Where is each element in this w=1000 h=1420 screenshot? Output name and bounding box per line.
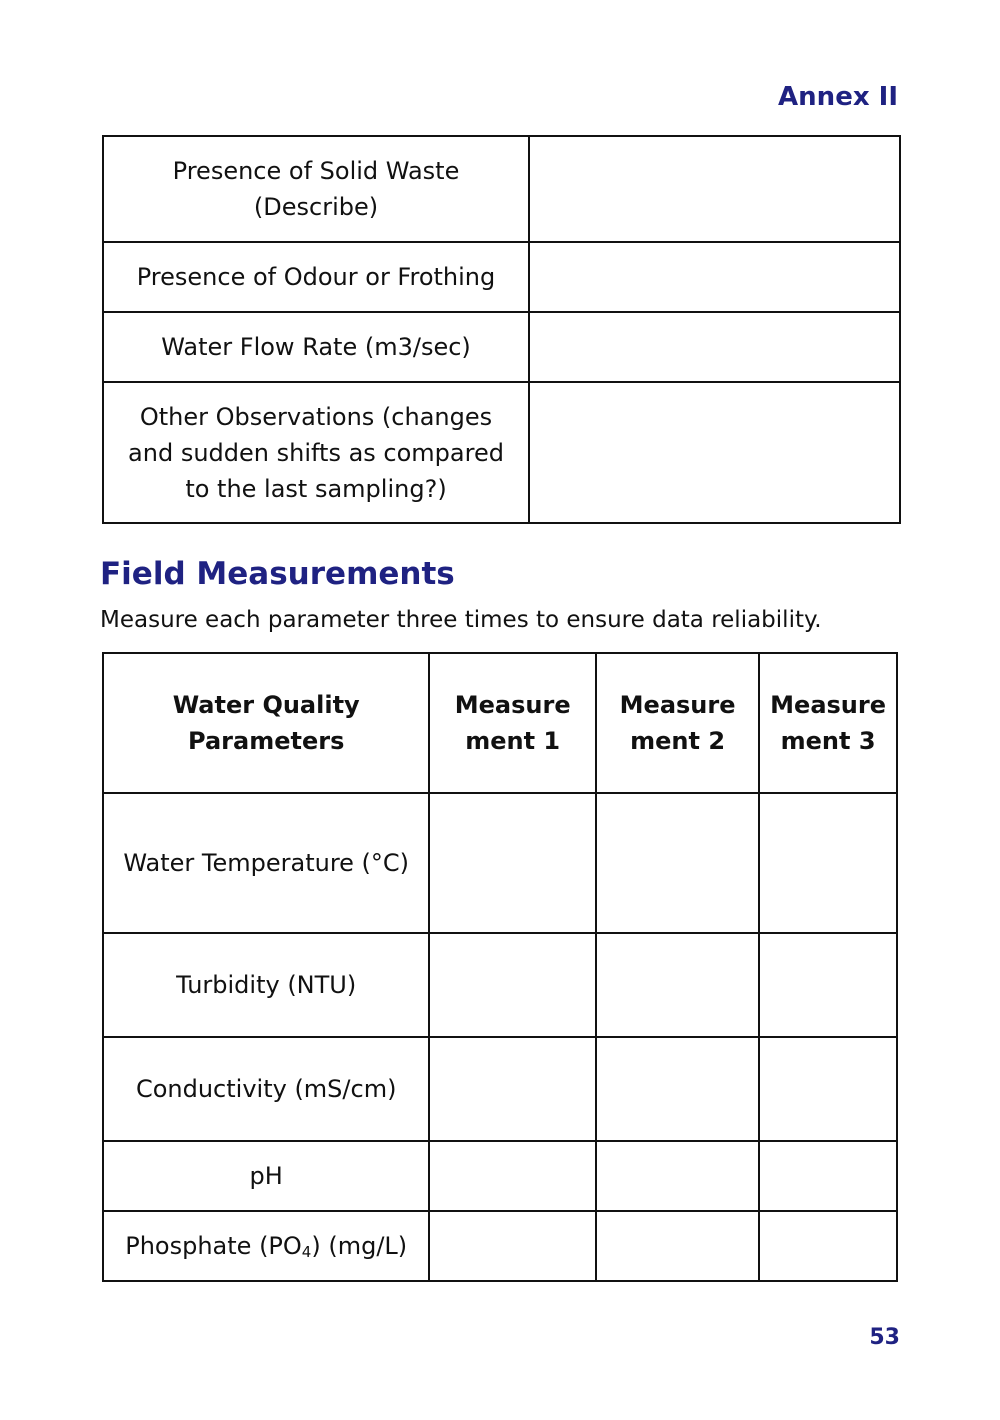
observation-value[interactable]	[529, 136, 900, 242]
table-row	[103, 136, 900, 242]
measurement-cell[interactable]	[596, 933, 759, 1037]
measurement-cell[interactable]	[596, 1211, 759, 1281]
measurements-table	[102, 652, 898, 1282]
table-row	[103, 1037, 897, 1141]
table-row	[103, 793, 897, 933]
table-row	[103, 1211, 897, 1281]
table-row	[103, 1141, 897, 1211]
parameter-suffix: ) (mg/L)	[311, 1232, 408, 1260]
parameter-prefix: Phosphate (PO	[125, 1232, 302, 1260]
measurement-cell[interactable]	[429, 1037, 596, 1141]
parameter-label	[103, 1211, 429, 1281]
measurement-cell[interactable]	[759, 933, 897, 1037]
column-header-measurement-3: Measure ment 3	[759, 653, 897, 793]
parameter-label: Conductivity (mS/cm)	[103, 1037, 429, 1141]
parameter-subscript: 4	[301, 1243, 312, 1261]
observations-table	[102, 135, 901, 524]
table-row	[103, 933, 897, 1037]
measurement-cell[interactable]	[759, 1141, 897, 1211]
measurement-cell[interactable]	[429, 1211, 596, 1281]
table-header-row	[103, 653, 897, 793]
section-title: Field Measurements	[100, 556, 455, 592]
observation-value[interactable]	[529, 312, 900, 382]
measurement-cell[interactable]	[429, 793, 596, 933]
column-header-parameters: Water Quality Parameters	[103, 653, 429, 793]
table-row	[103, 312, 900, 382]
parameter-label: Turbidity (NTU)	[103, 933, 429, 1037]
measurement-cell[interactable]	[429, 1141, 596, 1211]
observation-label: Water Flow Rate (m3/sec)	[103, 312, 529, 382]
measurement-cell[interactable]	[759, 1211, 897, 1281]
parameter-label: Water Temperature (°C)	[103, 793, 429, 933]
parameter-label: pH	[103, 1141, 429, 1211]
observation-value[interactable]	[529, 242, 900, 312]
annex-label: Annex II	[778, 82, 898, 112]
observation-label: Other Observations (changes and sudden shifts as compared to the last sampling?)	[103, 382, 529, 523]
measurement-cell[interactable]	[596, 1141, 759, 1211]
measurement-cell[interactable]	[759, 793, 897, 933]
measurement-cell[interactable]	[596, 1037, 759, 1141]
table-row	[103, 382, 900, 523]
measurement-cell[interactable]	[596, 793, 759, 933]
observation-label: Presence of Solid Waste (Describe)	[103, 136, 529, 242]
column-header-measurement-1: Measure ment 1	[429, 653, 596, 793]
measurement-cell[interactable]	[759, 1037, 897, 1141]
measurement-cell[interactable]	[429, 933, 596, 1037]
table-row	[103, 242, 900, 312]
observation-value[interactable]	[529, 382, 900, 523]
page-number: 53	[869, 1325, 900, 1350]
section-instruction: Measure each parameter three times to ensure data reliability.	[100, 607, 822, 633]
column-header-measurement-2: Measure ment 2	[596, 653, 759, 793]
observation-label: Presence of Odour or Frothing	[103, 242, 529, 312]
